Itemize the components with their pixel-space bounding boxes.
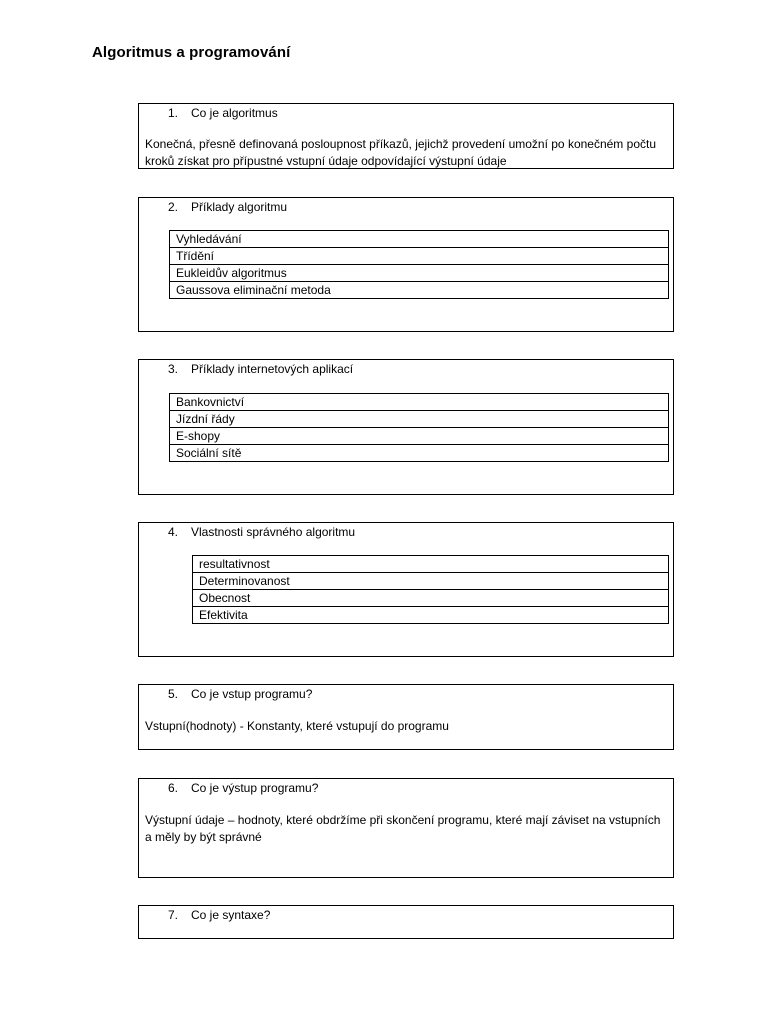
table-cell: Vyhledávání bbox=[170, 231, 669, 248]
section-number: 2. bbox=[168, 200, 179, 214]
section-heading-text: Příklady internetových aplikací bbox=[191, 362, 354, 376]
section-heading-text: Co je algoritmus bbox=[191, 106, 278, 120]
section-number: 4. bbox=[168, 525, 179, 539]
items-table bbox=[169, 393, 669, 462]
section-heading-text: Co je výstup programu? bbox=[191, 781, 319, 795]
table-row bbox=[170, 231, 669, 248]
section-number: 6. bbox=[168, 781, 179, 795]
table-cell: E-shopy bbox=[170, 428, 669, 445]
section-number: 3. bbox=[168, 362, 179, 376]
table-cell: Obecnost bbox=[193, 590, 669, 607]
table-cell: Třídění bbox=[170, 248, 669, 265]
table-row bbox=[170, 411, 669, 428]
table-row bbox=[193, 590, 669, 607]
table-row bbox=[170, 394, 669, 411]
section-heading bbox=[168, 362, 353, 376]
table-cell: resultativnost bbox=[193, 556, 669, 573]
section-heading-text: Co je vstup programu? bbox=[191, 687, 313, 701]
table-row bbox=[170, 445, 669, 462]
document-title: Algoritmus a programování bbox=[92, 44, 291, 61]
section-box-7 bbox=[138, 905, 674, 939]
items-table bbox=[169, 230, 669, 299]
section-heading bbox=[168, 687, 312, 701]
section-number: 5. bbox=[168, 687, 179, 701]
section-number: 7. bbox=[168, 908, 179, 922]
section-heading bbox=[168, 781, 318, 795]
table-row bbox=[170, 428, 669, 445]
table-cell: Sociální sítě bbox=[170, 445, 669, 462]
table-cell: Jízdní řády bbox=[170, 411, 669, 428]
section-heading-text: Příklady algoritmu bbox=[191, 200, 288, 214]
items-table bbox=[192, 555, 669, 624]
table-row bbox=[193, 556, 669, 573]
section-box-1 bbox=[138, 103, 674, 169]
table-row bbox=[170, 282, 669, 299]
table-row bbox=[170, 265, 669, 282]
section-text: Konečná, přesně definovaná posloupnost příkazů, jejichž provedení umožní po konečném počtu kroků získat pro přípustné vstupní údaje odpovídající výstupní údaje bbox=[145, 137, 656, 168]
section-box-2 bbox=[138, 197, 674, 332]
section-heading bbox=[168, 525, 355, 539]
table-cell: Bankovnictví bbox=[170, 394, 669, 411]
table-row bbox=[193, 573, 669, 590]
table-cell: Determinovanost bbox=[193, 573, 669, 590]
table-row bbox=[170, 248, 669, 265]
section-heading-text: Co je syntaxe? bbox=[191, 908, 271, 922]
section-text: Vstupní(hodnoty) - Konstanty, které vstupují do programu bbox=[145, 719, 449, 733]
table-cell: Gaussova eliminační metoda bbox=[170, 282, 669, 299]
section-heading bbox=[168, 200, 287, 214]
section-text: Výstupní údaje – hodnoty, které obdržíme při skončení programu, které mají záviset na vstupních a měly by být správné bbox=[145, 813, 661, 844]
section-number: 1. bbox=[168, 106, 179, 120]
section-box-3 bbox=[138, 359, 674, 495]
section-heading-text: Vlastnosti správného algoritmu bbox=[191, 525, 356, 539]
table-row bbox=[193, 607, 669, 624]
section-box-5 bbox=[138, 684, 674, 750]
section-heading bbox=[168, 106, 278, 120]
table-cell: Eukleidův algoritmus bbox=[170, 265, 669, 282]
section-box-4 bbox=[138, 522, 674, 657]
section-heading bbox=[168, 908, 270, 922]
table-cell: Efektivita bbox=[193, 607, 669, 624]
section-box-6 bbox=[138, 778, 674, 878]
